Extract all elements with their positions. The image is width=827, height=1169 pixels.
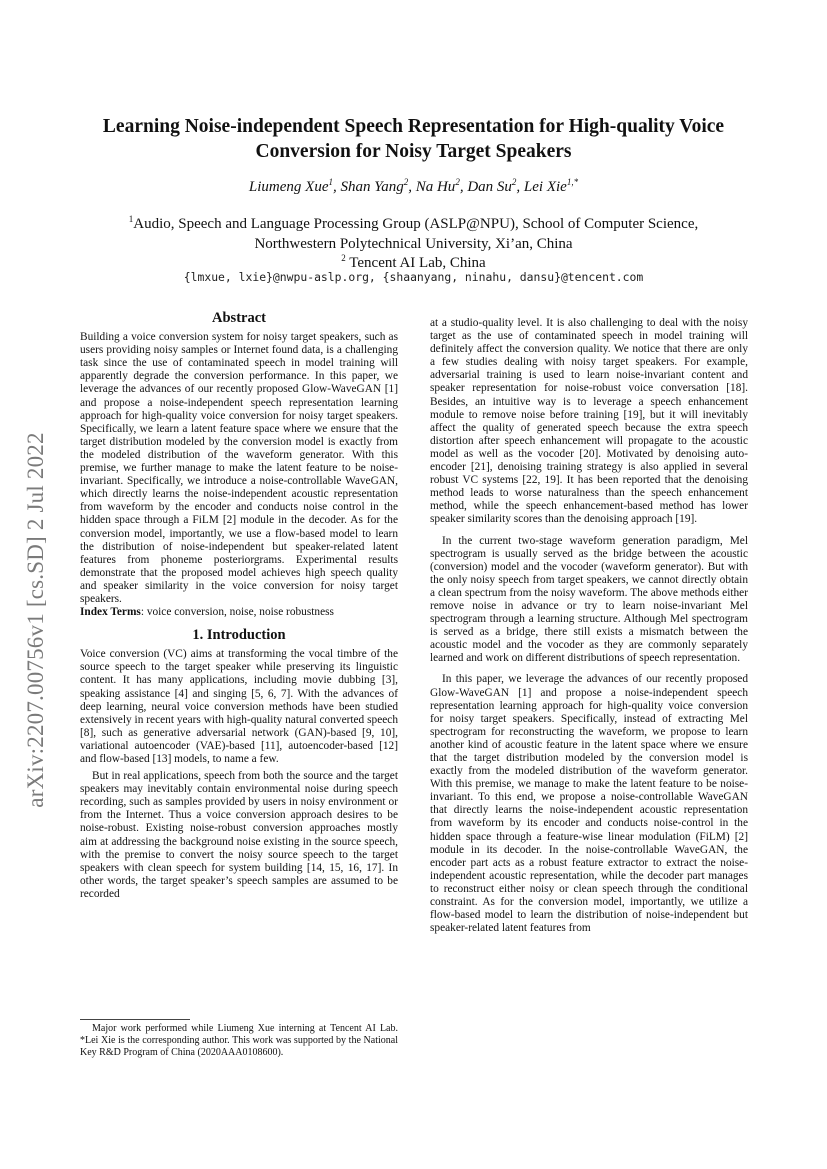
intro-paragraph-1: Voice conversion (VC) aims at transforming the vocal timbre of the source speech to the target speaker while preserving its linguistic content. It has many applications, including movie dubbing [3], speaking assistance [4] and singing [5, 6, 7]. With the advances of deep learning, neural voice conversion methods have been studied extensively in recent years with high-quality natural converted speech [8], such as generative adversarial network (GAN)-based [9, 10], variational autoencoder (VAE)-based [11], autoencoder-based [12] and flow-based [13] models, to name a few. xyxy=(80,648,398,765)
affiliation-2-text: Tencent AI Lab, China xyxy=(345,255,486,271)
introduction-heading: 1. Introduction xyxy=(192,627,286,644)
abstract-text: Building a voice conversion system for noisy target speakers, such as users providing noisy samples or Internet found data, is a challenging task since the use of contaminated speech in model training will apparently degrade the conversion performance. In this paper, we leverage the advances of our recently proposed Glow-WaveGAN [1] and propose a noise-independent speech representation learning approach for high-quality voice conversion for noisy target speakers. Specifically, we learn a latent feature space where we ensure that the target distribution modeled by the conversion model is exactly from the modeled distribution of the waveform generator. With this premise, we further manage to make the latent feature to be noise-invariant. Specifically, we introduce a noise-controllable WaveGAN, which directly learns the noise-independent acoustic representation from waveform by the encoder and conducts noise control in the hidden space through a FiLM [2] module in the decoder. As for the conversion model, importantly, we use a flow-based model to learn the distribution of noise-independent but speaker-related latent features from phoneme posteriorgrams. Experimental results demonstrate that the proposed model achieves high speech quality and speaker similarity in the voice conversion for noisy target speakers. xyxy=(80,331,398,605)
affiliation-2-sup: 2 xyxy=(341,253,346,263)
author-name: Liumeng Xue xyxy=(248,179,329,195)
left-column xyxy=(80,312,398,901)
author-name: Na Hu xyxy=(415,179,456,195)
author-sup: 2 xyxy=(511,177,517,187)
author-emails: {lmxue, lxie}@nwpu-aslp.org, {shaanyang, ninahu, dansu}@tencent.com xyxy=(183,270,644,284)
affiliation-1-line-1: Audio, Speech and Language Processing Group (ASLP@NPU), School of Computer Science, xyxy=(133,216,699,232)
author-sup: 2 xyxy=(455,177,460,187)
right-column xyxy=(430,317,748,935)
footnote: Major work performed while Liumeng Xue interning at Tencent AI Lab. *Lei Xie is the corresponding author. This work was supported by the National Key R&D Program of China (2020AAA0108600). xyxy=(80,1023,398,1058)
abstract-heading: Abstract xyxy=(212,310,266,326)
title-line-1: Learning Noise-independent Speech Representation for High-quality Voice xyxy=(102,116,725,137)
right-paragraph-2: In the current two-stage waveform generation paradigm, Mel spectrogram is usually served as the bridge between the acoustic (conversion) model and the vocoder (waveform generator). But with the only noisy speech from target speakers, we cannot directly obtain a clean spectrum from the noisy waveform. The above methods either remove noise in advance or try to learn noise-invariant Mel spectrogram through a learning structure. Although Mel spectrogram is served as a bridge, there still exists a mismatch between the acoustic model and the vocoder as they are commonly separately learned and work on different distributions of speech representation. xyxy=(430,534,748,665)
author-name: Lei Xie xyxy=(523,179,567,195)
index-terms-text: : voice conversion, noise, noise robustness xyxy=(140,606,334,619)
author-list: Liumeng Xue$^1$, Shan Yang$^2$, Na Hu$^2$, Dan Su$^2$, Lei Xie$^{1,*}$ xyxy=(248,177,579,195)
author-sup: 1 xyxy=(328,177,333,187)
author-sup: 1,* xyxy=(566,177,579,187)
author-sup: 2 xyxy=(403,177,409,187)
right-paragraph-1: at a studio-quality level. It is also challenging to deal with the noisy target as the use of contaminated speech in model training will definitely affect the conversion quality. We notice that there are only a few studies dealing with noisy target speakers. For example, adversarial training is used to learn noise-invariant content and speaker representation for noise-robust voice conversation [18]. Besides, an intuitive way is to leverage a speech enhancement module to remove noise before training [19], but it will inevitably affect the quality of generated speech because the extra speech distortion after speech enhancement will propagate to the acoustic model as well as the vocoder [20]. Motivated by denoising auto-encoder [21], denoising training strategy is also applied in several robust VC systems [22, 19]. It has been reported that the denoising method leads to worse naturalness than the speech enhancement method, while the speech enhancement-based method has lower speaker similarity scores than the denoising approach [19]. xyxy=(430,317,748,526)
index-terms xyxy=(80,606,398,619)
footnote-divider xyxy=(80,1019,190,1020)
affiliation-1-line-2: Northwestern Polytechnical University, Xi’an, China xyxy=(254,236,573,252)
intro-paragraph-2: But in real applications, speech from both the source and the target speakers may inevitably contain environmental noise during speech recording, such as samples provided by users in noisy environment or from the Internet. Thus a voice conversion approach desires to be noise-robust. Existing noise-robust conversion approaches mostly aim at addressing the background noise existing in the source speech, with the premise to convert the noisy source speech to the target speakers with clean speech for system building [14, 15, 16, 17]. In other words, the target speaker’s speech samples are assumed to be recorded xyxy=(80,770,398,900)
index-terms-label: Index Terms xyxy=(80,606,141,619)
author-name: Shan Yang xyxy=(340,179,404,195)
affiliation-1-sup: 1 xyxy=(128,214,134,224)
paper-title xyxy=(80,114,747,164)
author-name: Dan Su xyxy=(467,179,512,195)
arxiv-identifier-text: arXiv:2207.00756v1 [cs.SD] 2 Jul 2022 xyxy=(23,432,48,808)
right-paragraph-3: In this paper, we leverage the advances of our recently proposed Glow-WaveGAN [1] and propose a noise-independent speech representation learning approach for high-quality voice conversion for noisy target speakers. Specifically, instead of extracting Mel spectrogram for reconstructing the waveform, we propose to learn another kind of acoustic feature in the latent space where we ensure that the target distribution modeled by the conversion model is exactly from the modeled distribution of the waveform generator. With this premise, we manage to make the latent feature to be noise-invariant. To this end, we propose a noise-controllable WaveGAN that directly learns the noise-independent acoustic representation from waveform by its encoder and conducts noise-control in the hidden space through a feature-wise linear modulation (FiLM) [2] module in its decoder. In the noise-controllable WaveGAN, the encoder part acts as a robust feature extractor to extract the noise-independent acoustic representation, while the decoder part manages to reconstruct either noisy or clean speech through the conditional constraint. As for the conversion model, importantly, we utilize a flow-based model to learn the distribution of noise-independent but speaker-related latent features from xyxy=(430,673,748,935)
arxiv-identifier xyxy=(16,380,56,860)
title-line-2: Conversion for Noisy Target Speakers xyxy=(255,141,572,162)
